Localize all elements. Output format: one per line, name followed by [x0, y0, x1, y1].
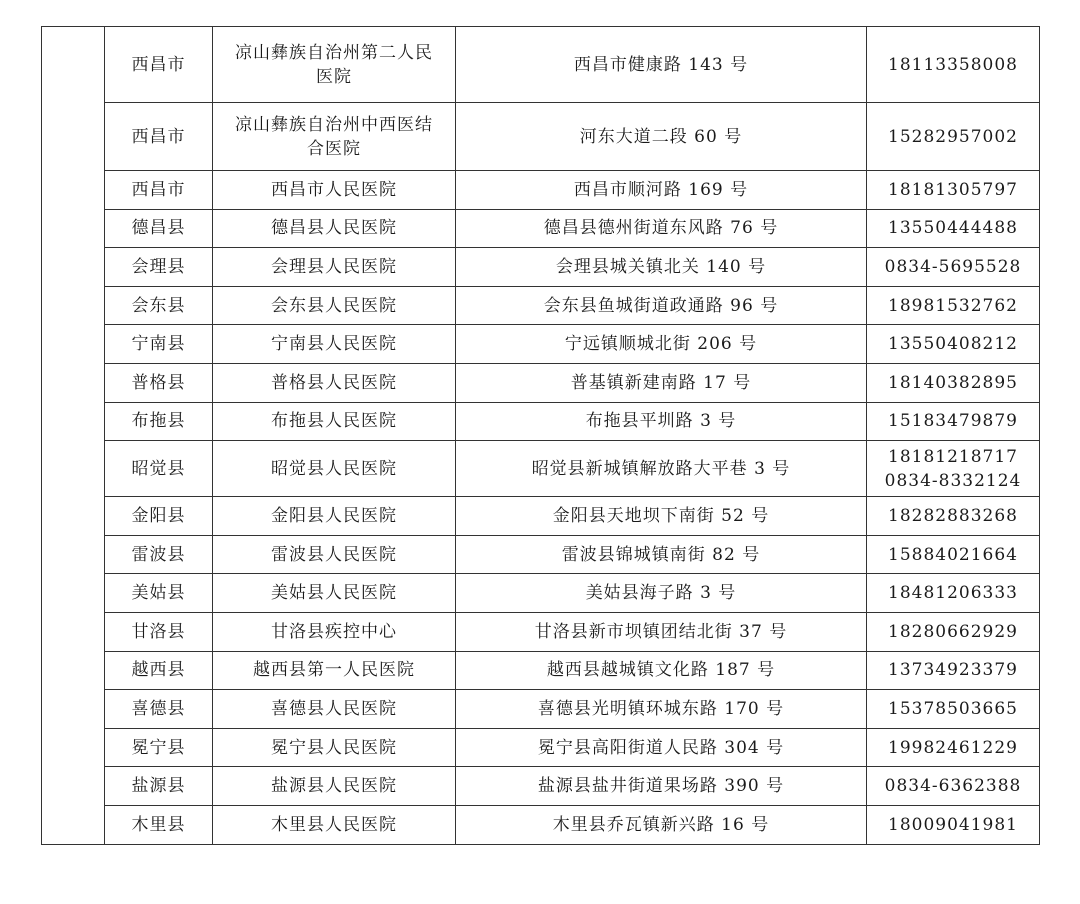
table-row — [42, 535, 1040, 574]
table-row — [42, 402, 1040, 441]
phone-number: 15183479879 — [888, 411, 1018, 432]
hospital-name-line: 金阳县人民医院 — [271, 505, 397, 526]
address-cell: 美姑县海子路 3 号 — [456, 574, 867, 613]
table-body — [42, 27, 1040, 845]
phone-number: 0834-5695528 — [884, 256, 1022, 277]
address-cell: 昭觉县新城镇解放路大平巷 3 号 — [456, 441, 867, 497]
county-cell: 金阳县 — [105, 497, 213, 536]
county-cell: 喜德县 — [105, 690, 213, 729]
hospital-name-line: 医院 — [316, 66, 352, 87]
phone-number: 0834-8332124 — [884, 470, 1022, 491]
hospital-cell — [213, 574, 456, 613]
hospital-name-line: 雷波县人民医院 — [271, 544, 397, 565]
address-cell: 冕宁县高阳街道人民路 304 号 — [456, 728, 867, 767]
phone-cell — [867, 402, 1040, 441]
phone-cell — [867, 286, 1040, 325]
table-row — [42, 209, 1040, 248]
phone-cell — [867, 497, 1040, 536]
address-cell: 越西县越城镇文化路 187 号 — [456, 651, 867, 690]
table-row — [42, 690, 1040, 729]
phone-cell — [867, 767, 1040, 806]
hospital-cell — [213, 612, 456, 651]
phone-cell — [867, 363, 1040, 402]
phone-number: 15378503665 — [888, 698, 1018, 719]
county-cell: 盐源县 — [105, 767, 213, 806]
phone-cell — [867, 574, 1040, 613]
county-cell: 昭觉县 — [105, 441, 213, 497]
county-cell: 会理县 — [105, 248, 213, 287]
phone-cell — [867, 441, 1040, 497]
hospital-cell — [213, 535, 456, 574]
hospital-cell — [213, 103, 456, 171]
hospital-cell — [213, 728, 456, 767]
hospital-cell — [213, 805, 456, 844]
hospital-contact-table — [41, 26, 1040, 845]
county-cell: 宁南县 — [105, 325, 213, 364]
phone-cell — [867, 690, 1040, 729]
phone-number: 15282957002 — [888, 126, 1018, 147]
county-cell: 雷波县 — [105, 535, 213, 574]
county-cell: 越西县 — [105, 651, 213, 690]
county-cell: 西昌市 — [105, 103, 213, 171]
hospital-name-line: 布拖县人民医院 — [271, 411, 397, 432]
phone-number: 13550408212 — [888, 334, 1018, 355]
county-cell: 普格县 — [105, 363, 213, 402]
table-row — [42, 805, 1040, 844]
phone-cell — [867, 209, 1040, 248]
table-row — [42, 767, 1040, 806]
phone-number: 13550444488 — [888, 218, 1018, 239]
hospital-name-line: 普格县人民医院 — [271, 372, 397, 393]
phone-cell — [867, 103, 1040, 171]
table-row — [42, 728, 1040, 767]
hospital-name-line: 木里县人民医院 — [271, 814, 397, 835]
hospital-cell — [213, 441, 456, 497]
hospital-cell — [213, 651, 456, 690]
table-row — [42, 27, 1040, 103]
hospital-name-line: 喜德县人民医院 — [271, 698, 397, 719]
phone-cell — [867, 248, 1040, 287]
hospital-name-line: 会东县人民医院 — [271, 295, 397, 316]
table-row — [42, 171, 1040, 210]
phone-number: 18280662929 — [888, 621, 1018, 642]
address-cell: 西昌市顺河路 169 号 — [456, 171, 867, 210]
hospital-name-line: 西昌市人民医院 — [271, 179, 397, 200]
phone-cell — [867, 728, 1040, 767]
phone-number: 18113358008 — [888, 54, 1018, 75]
address-cell: 布拖县平圳路 3 号 — [456, 402, 867, 441]
phone-number: 18282883268 — [888, 505, 1018, 526]
address-cell: 甘洛县新市坝镇团结北街 37 号 — [456, 612, 867, 651]
county-cell: 冕宁县 — [105, 728, 213, 767]
address-cell: 会东县鱼城街道政通路 96 号 — [456, 286, 867, 325]
hospital-cell — [213, 209, 456, 248]
hospital-name-line: 冕宁县人民医院 — [271, 737, 397, 758]
phone-number: 0834-6362388 — [884, 776, 1022, 797]
phone-cell — [867, 612, 1040, 651]
phone-number: 13734923379 — [888, 660, 1018, 681]
table-row — [42, 286, 1040, 325]
hospital-name-line: 宁南县人民医院 — [271, 334, 397, 355]
address-cell: 金阳县天地坝下南街 52 号 — [456, 497, 867, 536]
hospital-name-line: 会理县人民医院 — [271, 256, 397, 277]
address-cell: 宁远镇顺城北街 206 号 — [456, 325, 867, 364]
hospital-cell — [213, 171, 456, 210]
table-row — [42, 325, 1040, 364]
table-row — [42, 103, 1040, 171]
hospital-cell — [213, 248, 456, 287]
hospital-cell — [213, 402, 456, 441]
address-cell: 会理县城关镇北关 140 号 — [456, 248, 867, 287]
hospital-cell — [213, 690, 456, 729]
address-cell: 西昌市健康路 143 号 — [456, 27, 867, 103]
hospital-cell — [213, 497, 456, 536]
county-cell: 德昌县 — [105, 209, 213, 248]
phone-number: 18181218717 — [888, 446, 1018, 467]
hospital-cell — [213, 767, 456, 806]
phone-number: 18481206333 — [888, 583, 1018, 604]
county-cell: 会东县 — [105, 286, 213, 325]
hospital-name-line: 甘洛县疾控中心 — [271, 621, 397, 642]
table-row — [42, 574, 1040, 613]
hospital-name-line: 德昌县人民医院 — [271, 218, 397, 239]
hospital-name-line: 美姑县人民医院 — [271, 583, 397, 604]
address-cell: 普基镇新建南路 17 号 — [456, 363, 867, 402]
phone-cell — [867, 171, 1040, 210]
table-row — [42, 248, 1040, 287]
phone-number: 18181305797 — [888, 179, 1018, 200]
hospital-cell — [213, 27, 456, 103]
table-row — [42, 612, 1040, 651]
phone-cell — [867, 325, 1040, 364]
address-cell: 河东大道二段 60 号 — [456, 103, 867, 171]
hospital-cell — [213, 325, 456, 364]
county-cell: 美姑县 — [105, 574, 213, 613]
county-cell: 西昌市 — [105, 171, 213, 210]
phone-number: 18009041981 — [888, 814, 1018, 835]
hospital-cell — [213, 363, 456, 402]
hospital-name-line: 越西县第一人民医院 — [253, 660, 415, 681]
address-cell: 德昌县德州街道东风路 76 号 — [456, 209, 867, 248]
address-cell: 喜德县光明镇环城东路 170 号 — [456, 690, 867, 729]
phone-number: 15884021664 — [888, 544, 1018, 565]
phone-cell — [867, 651, 1040, 690]
table-row — [42, 651, 1040, 690]
county-cell: 甘洛县 — [105, 612, 213, 651]
hospital-name-line: 凉山彝族自治州第二人民 — [235, 42, 433, 63]
hospital-name-line: 盐源县人民医院 — [271, 776, 397, 797]
hospital-name-line: 凉山彝族自治州中西医结 — [235, 114, 433, 135]
table-row — [42, 363, 1040, 402]
phone-cell — [867, 535, 1040, 574]
phone-number: 18140382895 — [888, 372, 1018, 393]
category-cell — [42, 27, 105, 845]
phone-number: 19982461229 — [888, 737, 1018, 758]
phone-cell — [867, 805, 1040, 844]
county-cell: 布拖县 — [105, 402, 213, 441]
county-cell: 木里县 — [105, 805, 213, 844]
address-cell: 盐源县盐井街道果场路 390 号 — [456, 767, 867, 806]
phone-number: 18981532762 — [888, 295, 1018, 316]
table-row — [42, 441, 1040, 497]
hospital-name-line: 合医院 — [307, 138, 361, 159]
address-cell: 雷波县锦城镇南街 82 号 — [456, 535, 867, 574]
hospital-name-line: 昭觉县人民医院 — [271, 458, 397, 479]
county-cell: 西昌市 — [105, 27, 213, 103]
table-row — [42, 497, 1040, 536]
hospital-cell — [213, 286, 456, 325]
phone-cell — [867, 27, 1040, 103]
address-cell: 木里县乔瓦镇新兴路 16 号 — [456, 805, 867, 844]
